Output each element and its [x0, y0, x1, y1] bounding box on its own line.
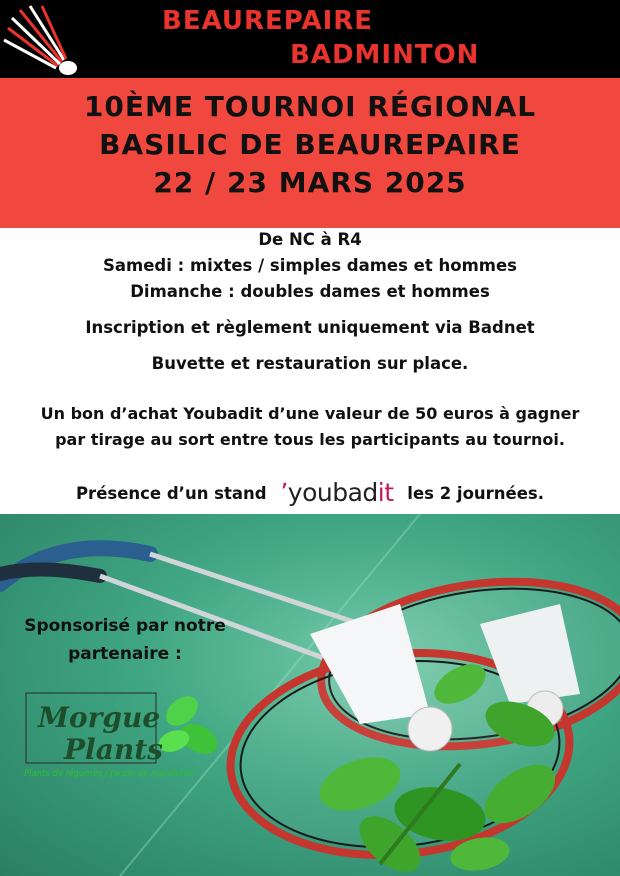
stand-text-after: les 2 journées.	[407, 484, 545, 503]
tournament-title-line-2: BASILIC DE BEAUREPAIRE	[99, 128, 521, 161]
stand-text-before: Présence d’un stand	[75, 484, 267, 503]
sponsor-logo-word-1: Morgue	[38, 701, 161, 734]
sponsor-logo-word-2: Plants	[64, 733, 163, 766]
voucher-text-line-1: Un bon d’achat Youbadit d’une valeur de 50 euros à gagner	[40, 404, 580, 423]
morgue-plants-logo	[24, 689, 224, 789]
catering-text: Buvette et restauration sur place.	[151, 354, 469, 373]
shuttlecock-icon	[2, 4, 80, 80]
stand-line	[0, 478, 620, 507]
voucher-text-line-2: par tirage au sort entre tous les participants au tournoi.	[55, 430, 565, 449]
level-text: De NC à R4	[258, 230, 362, 249]
saturday-text: Samedi : mixtes / simples dames et hommes	[103, 256, 517, 275]
sponsor-line-1: Sponsorisé par notre	[24, 616, 226, 636]
club-header	[0, 0, 620, 78]
tournament-dates: 22 / 23 MARS 2025	[153, 166, 467, 199]
tournament-banner	[0, 78, 620, 228]
sunday-text: Dimanche : doubles dames et hommes	[130, 282, 490, 301]
youbadit-logo: ʼyoubadit	[280, 478, 394, 507]
sponsor-line-2: partenaire :	[68, 644, 182, 664]
club-name-line-1: BEAUREPAIRE	[162, 6, 374, 36]
youbadit-logo-part-it: it	[377, 478, 394, 507]
club-name-line-2: BADMINTON	[290, 40, 480, 70]
tournament-title-line-1: 10ÈME TOURNOI RÉGIONAL	[83, 90, 537, 123]
sponsor-text	[0, 612, 250, 668]
badminton-photo	[0, 514, 620, 876]
youbadit-logo-part-you: you	[287, 478, 333, 507]
youbadit-logo-part-bad: bad	[332, 478, 378, 507]
sponsor-logo-tagline: Plants de légumes / Jardin de maraîcher	[24, 769, 195, 779]
registration-text: Inscription et règlement uniquement via Badnet	[85, 318, 535, 337]
